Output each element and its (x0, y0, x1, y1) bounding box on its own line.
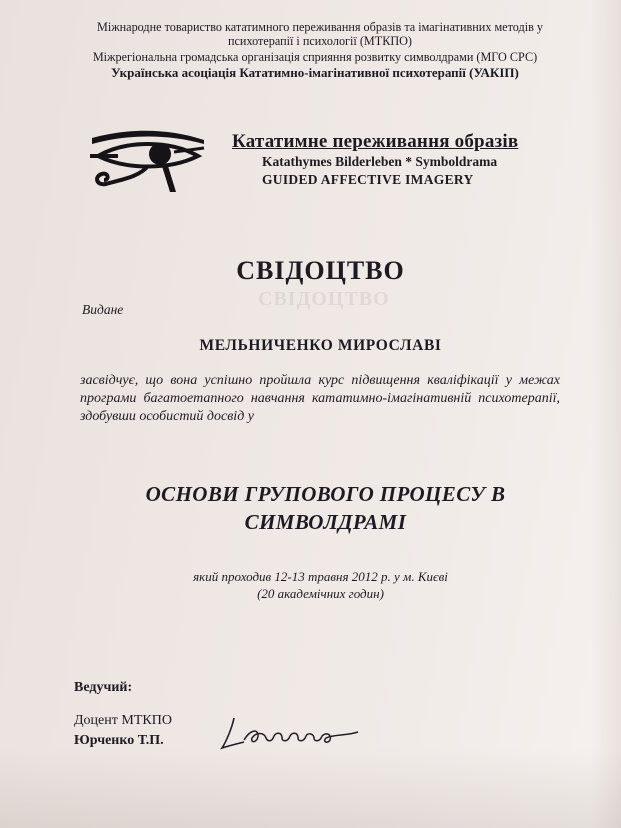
logo-subtitle-german: Katathymes Bilderleben * Symboldrama (262, 154, 498, 169)
header-organization-3: Українська асоціація Кататимно-імагінативної психотерапії (УАКІП) (111, 65, 519, 80)
certificate-body-text: засвідчує, що вона успішно пройшла курс підвищення кваліфікації у межах програми багатоетапного навчання кататимно-імагінативній психотерапії, здобувши особистий досвід у (80, 373, 560, 424)
header-organization-1: Міжнародне товариство кататимного переживання образів та імагінативних методів у психотерапії і психології (МТКПО) (97, 20, 543, 48)
course-dates-line: який проходив 12-13 травня 2012 р. у м. Києві (193, 569, 448, 584)
paper-bottom-shadow (0, 748, 621, 828)
logo-subtitle-english: GUIDED AFFECTIVE IMAGERY (262, 172, 474, 187)
course-hours-line: (20 академічних годин) (257, 586, 384, 601)
handwritten-signature (218, 712, 368, 756)
course-title-line-2: СИМВОЛДРАМІ (244, 510, 407, 534)
logo-title: Кататимне переживання образів (232, 131, 519, 152)
leader-name: Юрченко Т.П. (74, 733, 164, 748)
header-organization-2: Міжрегіональна громадська організація сприяння розвитку символдрами (МГО СРС) (92, 50, 538, 64)
eye-of-horus-icon (88, 122, 208, 196)
recipient-name: МЕЛЬНИЧЕНКО МИРОСЛАВІ (199, 337, 442, 354)
show-through-ghost-title: СВІДОЦТВО (258, 288, 390, 310)
issued-label: Видане (82, 302, 124, 317)
course-title (15, 480, 621, 536)
course-dates (10, 568, 621, 602)
course-title-line-1: ОСНОВИ ГРУПОВОГО ПРОЦЕСУ В (145, 482, 506, 506)
leader-position: Доцент МТКПО (74, 713, 172, 728)
leader-label: Ведучий: (74, 680, 133, 695)
certificate-title: СВІДОЦТВО (236, 256, 405, 285)
paper-fold-shadow (591, 0, 621, 828)
